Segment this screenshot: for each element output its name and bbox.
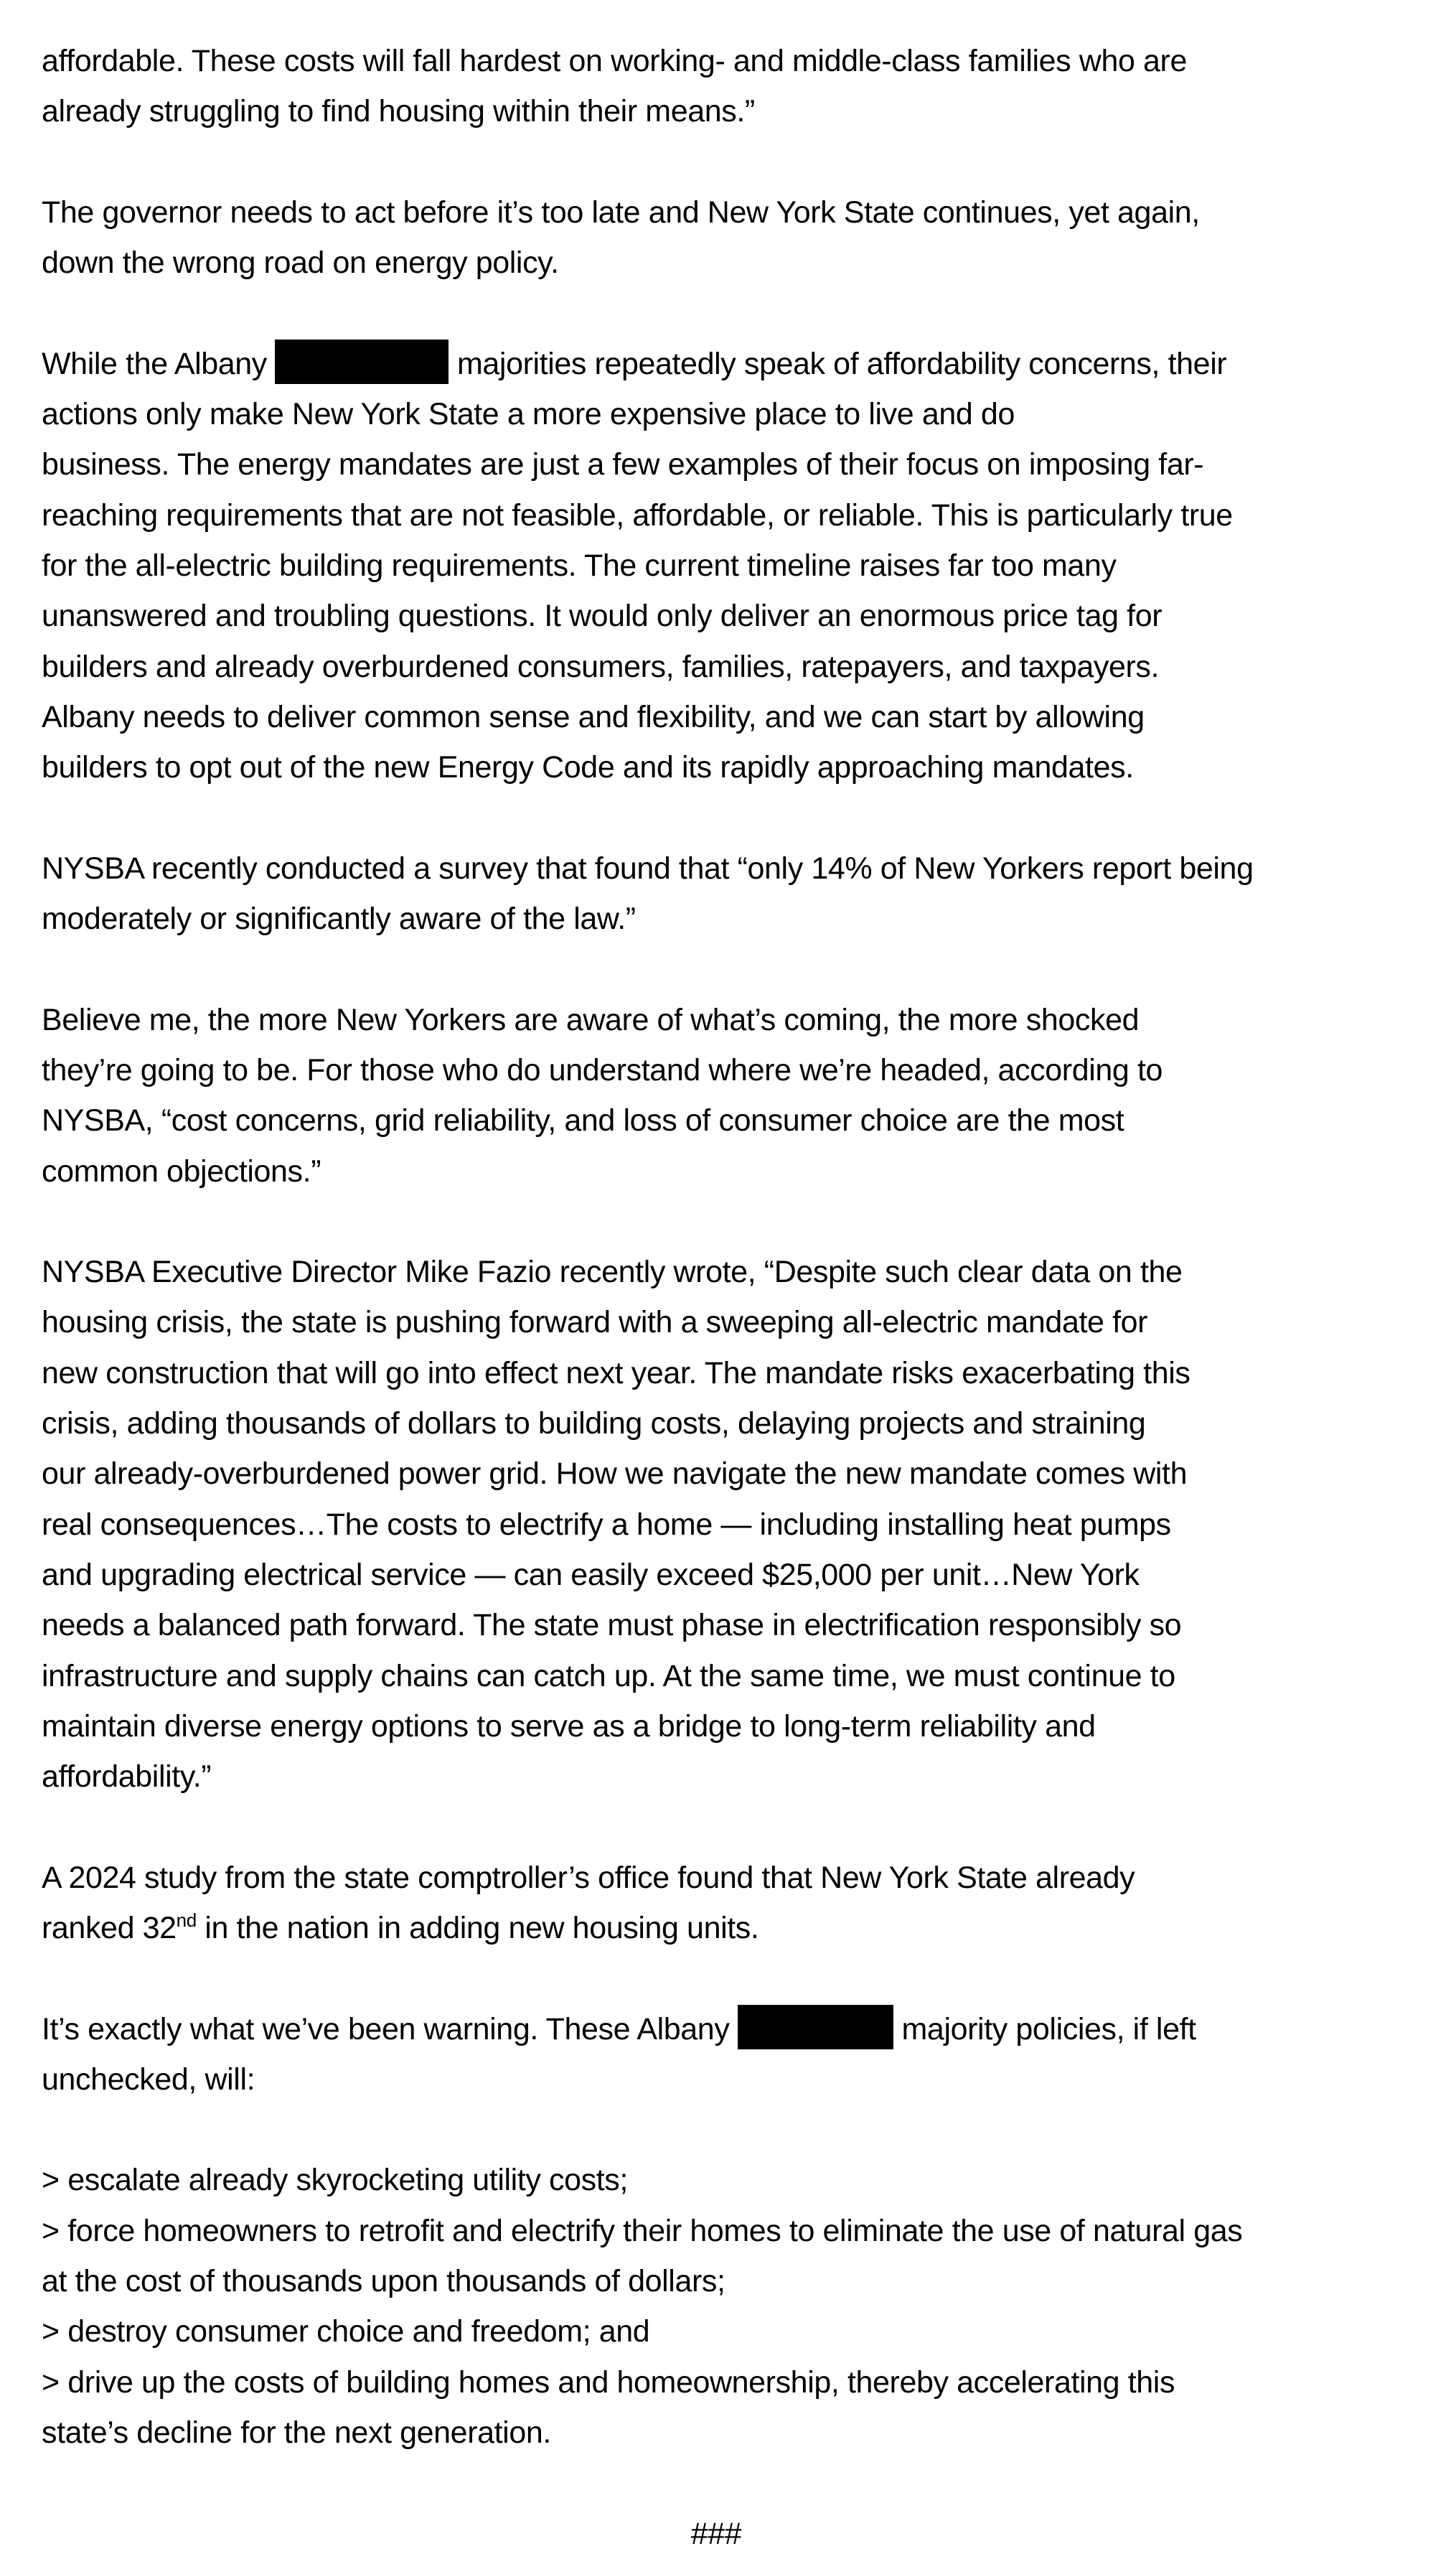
redaction-box <box>275 340 448 384</box>
text-segment: in the nation in adding new housing units. <box>196 1910 759 1945</box>
text-line: maintain diverse energy options to serve as a bridge to long-term reliability and <box>42 1708 1096 1744</box>
paragraph <box>42 36 1427 137</box>
redaction-box <box>738 2005 893 2049</box>
text-line: state’s decline for the next generation. <box>42 2415 551 2450</box>
text-line: at the cost of thousands upon thousands of dollars; <box>42 2264 725 2299</box>
text-line: moderately or significantly aware of the law.” <box>42 902 636 937</box>
text-line <box>42 339 1427 389</box>
bullet-list <box>42 2155 1427 2458</box>
ordinal-suffix: nd <box>176 1909 197 1931</box>
text-line: > destroy consumer choice and freedom; and <box>42 2314 650 2349</box>
paragraph-spacer <box>42 288 1427 338</box>
text-line: down the wrong road on energy policy. <box>42 245 559 281</box>
text-line: already struggling to find housing within their means.” <box>42 94 755 129</box>
text-line: > drive up the costs of building homes and homeownership, thereby accelerating this <box>42 2364 1175 2400</box>
text-segment: ranked 32 <box>42 1910 177 1945</box>
text-line <box>42 2004 1427 2054</box>
paragraph-spacer <box>42 1953 1427 2003</box>
text-line: Albany needs to deliver common sense and flexibility, and we can start by allowing <box>42 699 1145 734</box>
text-line: NYSBA recently conducted a survey that found that “only 14% of New Yorkers report being <box>42 851 1254 886</box>
text-before-redaction: It’s exactly what we’ve been warning. These Albany <box>42 2011 730 2046</box>
text-line: Believe me, the more New Yorkers are aware of what’s coming, the more shocked <box>42 1002 1140 1037</box>
bullet-item <box>42 2155 1427 2205</box>
text-line <box>42 1903 1427 1953</box>
text-line: our already-overburdened power grid. How we navigate the new mandate comes with <box>42 1456 1188 1492</box>
text-line: builders and already overburdened consumers, families, ratepayers, and taxpayers. <box>42 649 1160 684</box>
text-line: affordability.” <box>42 1759 212 1795</box>
text-line: reaching requirements that are not feasible, affordable, or reliable. This is particularly true <box>42 497 1233 533</box>
text-line: > escalate already skyrocketing utility costs; <box>42 2163 628 2198</box>
paragraph <box>42 339 1427 793</box>
text-line: needs a balanced path forward. The state must phase in electrification responsibly so <box>42 1608 1182 1643</box>
paragraph-spacer <box>42 2458 1427 2508</box>
text-line: The governor needs to act before it’s too late and New York State continues, yet again, <box>42 195 1200 230</box>
text-line: and upgrading electrical service — can easily exceed $25,000 per unit…New York <box>42 1557 1140 1592</box>
text-line: builders to opt out of the new Energy Code and its rapidly approaching mandates. <box>42 750 1134 785</box>
text-line: affordable. These costs will fall hardest on working- and middle-class families who are <box>42 44 1187 78</box>
paragraph-spacer <box>42 792 1427 843</box>
text-line: NYSBA Executive Director Mike Fazio recently wrote, “Despite such clear data on the <box>42 1255 1183 1290</box>
bullet-item <box>42 2306 1427 2357</box>
text-line: infrastructure and supply chains can catch up. At the same time, we must continue to <box>42 1658 1175 1693</box>
text-before-redaction: While the Albany <box>42 346 267 381</box>
text-line: A 2024 study from the state comptroller’s office found that New York State already <box>42 1860 1135 1895</box>
paragraph-spacer <box>42 2105 1427 2155</box>
paragraph <box>42 187 1427 289</box>
paragraph-spacer <box>42 1197 1427 1247</box>
text-line: unanswered and troubling questions. It would only deliver an enormous price tag for <box>42 599 1163 634</box>
paragraph <box>42 995 1427 1197</box>
text-line: business. The energy mandates are just a few examples of their focus on imposing far- <box>42 447 1204 482</box>
text-line: for the all-electric building requirements. The current timeline raises far too many <box>42 548 1117 583</box>
quote-paragraph <box>42 1247 1427 1802</box>
text-line: real consequences…The costs to electrify a home — including installing heat pumps <box>42 1507 1171 1542</box>
paragraph <box>42 1853 1427 1954</box>
text-line: NYSBA, “cost concerns, grid reliability, and loss of consumer choice are the most <box>42 1103 1124 1138</box>
bullet-item <box>42 2206 1427 2307</box>
press-release-body <box>42 36 1427 2559</box>
text-line: crisis, adding thousands of dollars to building costs, delaying projects and straining <box>42 1406 1146 1441</box>
text-line: they’re going to be. For those who do understand where we’re headed, according to <box>42 1052 1163 1087</box>
paragraph-spacer <box>42 137 1427 187</box>
text-after-redaction: majority policies, if left <box>901 2011 1196 2046</box>
bullet-item <box>42 2357 1427 2459</box>
text-line: actions only make New York State a more expensive place to live and do <box>42 397 1015 432</box>
text-line: common objections.” <box>42 1154 321 1189</box>
text-line: new construction that will go into effect next year. The mandate risks exacerbating this <box>42 1355 1190 1390</box>
paragraph-spacer <box>42 1802 1427 1852</box>
text-line: unchecked, will: <box>42 2062 255 2097</box>
paragraph <box>42 843 1427 945</box>
text-after-redaction: majorities repeatedly speak of affordability concerns, their <box>457 346 1227 381</box>
text-line: > force homeowners to retrofit and electrify their homes to eliminate the use of natural gas <box>42 2213 1243 2248</box>
end-of-release-mark: ### <box>690 2516 742 2551</box>
paragraph-spacer <box>42 944 1427 994</box>
text-line: housing crisis, the state is pushing forward with a sweeping all-electric mandate for <box>42 1305 1148 1340</box>
paragraph <box>42 2004 1427 2105</box>
